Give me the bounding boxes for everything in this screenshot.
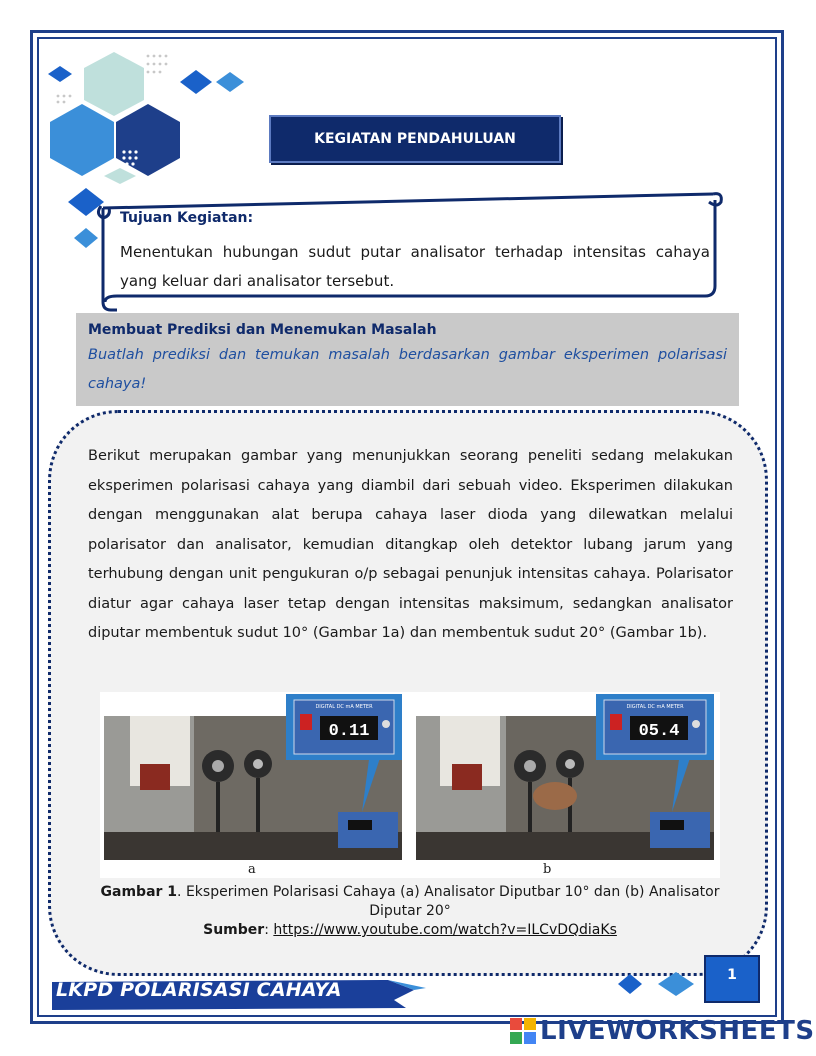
page-number: 1 [704,955,760,1003]
experiment-figure [100,692,720,878]
activity-title: KEGIATAN PENDAHULUAN [314,131,516,147]
objective-text: Menentukan hubungan sudut putar analisator terhadap intensitas cahaya yang keluar dari analisator tersebut. [120,243,710,290]
liveworksheets-text: LIVEWORKSHEETS [540,1016,815,1046]
figure-caption-label: Gambar 1 [100,884,178,900]
meter-label-a: DIGITAL DC mA METER [315,704,373,710]
objective-label: Tujuan Kegiatan: [120,210,254,226]
meter-reading-a: 0.11 [328,722,370,741]
figure-source: Sumber: https://www.youtube.com/watch?v=ILCvDQdiaKs [203,922,617,938]
footer-title: LKPD POLARISASI CAHAYA [56,979,342,1001]
prediction-title: Membuat Prediksi dan Menemukan Masalah [88,322,437,338]
liveworksheets-logo-icon [510,1018,536,1044]
figure-caption-text: . Eksperimen Polarisasi Cahaya (a) Analisator Diputbar 10° dan (b) Analisator Diputar 20° [177,884,720,919]
meter-label-b: DIGITAL DC mA METER [626,704,684,710]
meter-reading-b: 05.4 [638,722,680,741]
liveworksheets-watermark [510,1016,815,1046]
figure-letter-a: a [248,862,256,877]
experiment-description-text: Berikut merupakan gambar yang menunjukkan seorang peneliti sedang melakukan eksperimen polarisasi cahaya yang diambil dari sebuah video. Eksperimen dilakukan dengan menggunakan alat berupa cahaya laser dioda yang dilewatkan melalui polarisator dan analisator, kemudian ditangkap oleh detektor lubang jarum yang terhubung dengan unit pengukuran o/p sebagai penunjuk intensitas cahaya. Polarisator diatur agar cahaya laser tetap dengan intensitas maksimum, sedangkan analisator diputar membentuk sudut 10° (Gambar 1a) dan membentuk sudut 20° (Gambar 1b). [88,448,733,641]
prediction-box [76,313,739,406]
figure-letter-b: b [543,862,552,877]
figure-panel-a [104,694,402,860]
source-label: Sumber [203,922,265,938]
figure-caption [100,883,720,921]
figure-panel-b [416,694,714,860]
prediction-instruction: Buatlah prediksi dan temukan masalah berdasarkan gambar eksperimen polarisasi cahaya! [88,347,727,392]
footer-diamonds [614,968,704,1008]
source-link[interactable]: https://www.youtube.com/watch?v=ILCvDQdiaKs [273,922,617,938]
activity-title-box [269,115,561,163]
